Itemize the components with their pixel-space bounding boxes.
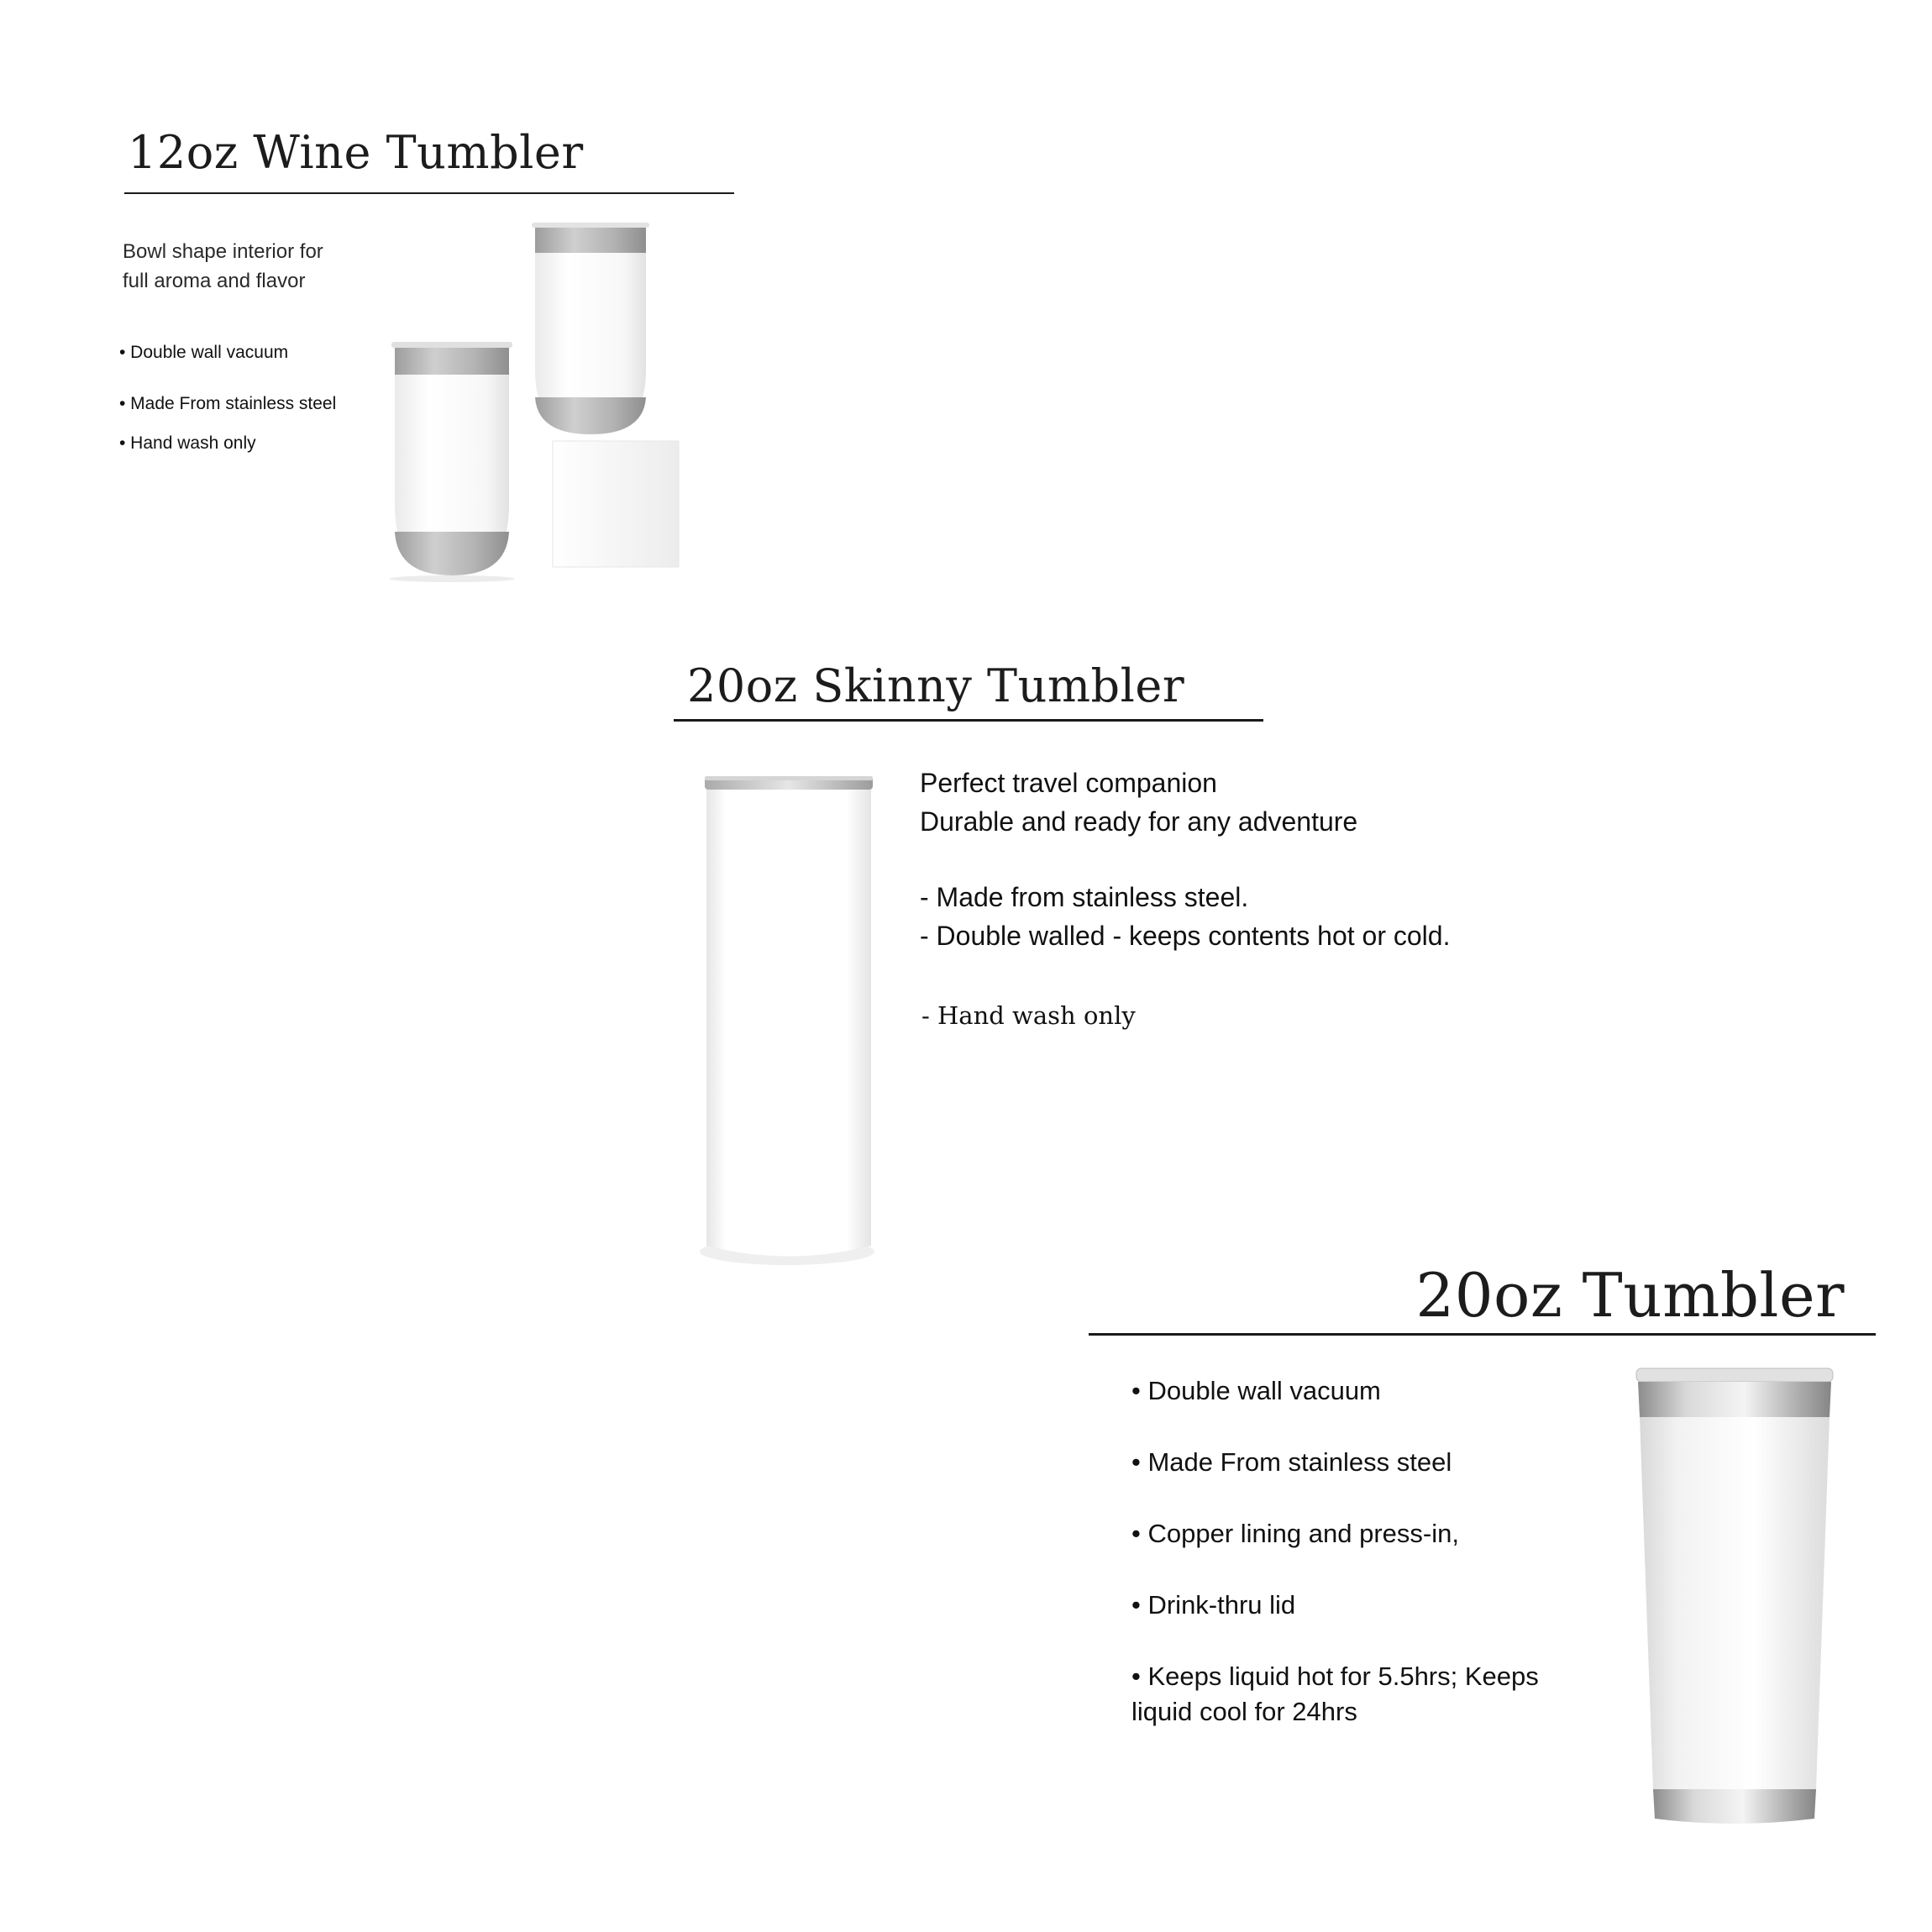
skinny-line-double-walled: - Double walled - keeps contents hot or cold. <box>920 920 1451 951</box>
wine-bullet-stainless: • Made From stainless steel <box>119 394 337 413</box>
skinny-line-stainless: - Made from stainless steel. <box>920 882 1249 912</box>
tumbler-bullet-temperature: • Keeps liquid hot for 5.5hrs; Keeps liquid cool for 24hrs <box>1131 1662 1539 1726</box>
skinny-tumbler-title: 20oz Skinny Tumbler <box>687 659 1185 712</box>
skinny-tumbler-image <box>693 771 886 1284</box>
wine-tumbler-description: Bowl shape interior for full aroma and flavor <box>123 240 323 292</box>
skinny-line-travel: Perfect travel companion <box>920 768 1217 798</box>
tumbler-bullet-stainless: • Made From stainless steel <box>1131 1447 1452 1477</box>
tumbler-title: 20oz Tumbler <box>1415 1260 1845 1331</box>
tumbler-bullet-double-wall: • Double wall vacuum <box>1131 1376 1381 1405</box>
skinny-line-durable: Durable and ready for any adventure <box>920 806 1358 837</box>
skinny-line-hand-wash: - Hand wash only <box>921 1001 1136 1030</box>
wine-bullet-hand-wash: • Hand wash only <box>119 433 256 453</box>
tumbler-divider <box>1089 1333 1876 1336</box>
wine-tumbler-title: 12oz Wine Tumbler <box>128 126 584 179</box>
wine-tumblers-image <box>370 214 706 584</box>
tumbler-image <box>1621 1365 1848 1831</box>
tumbler-bullet-copper: • Copper lining and press-in, <box>1131 1519 1459 1548</box>
tumbler-bullet-lid: • Drink-thru lid <box>1131 1590 1296 1620</box>
skinny-tumbler-description <box>920 764 1457 955</box>
skinny-tumbler-divider <box>674 719 1263 722</box>
wine-tumbler-divider <box>124 192 734 194</box>
wine-bullet-double-wall: • Double wall vacuum <box>119 343 289 362</box>
